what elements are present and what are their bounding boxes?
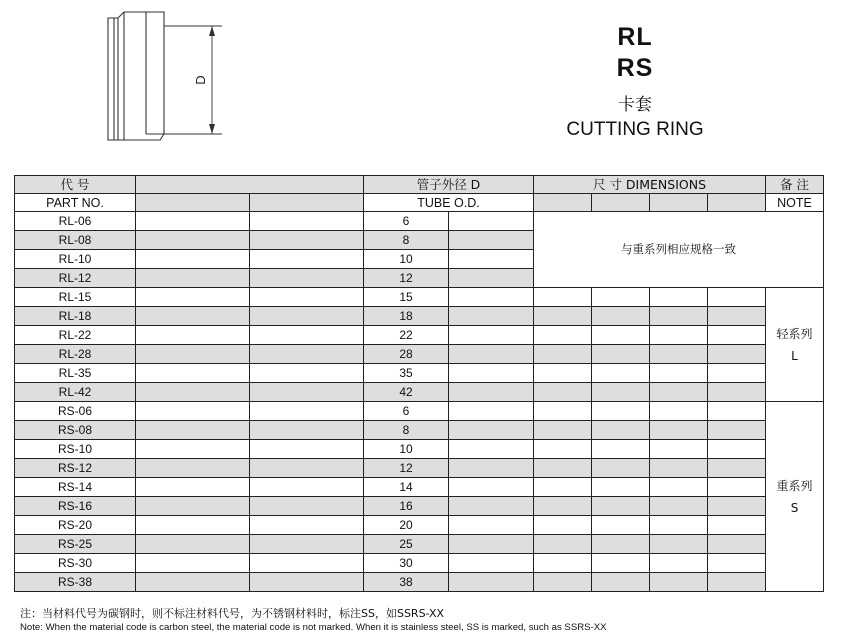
part-number-cell: RS-06 [15,402,136,421]
blank-cell [136,345,250,364]
header-od-cn: 管子外径 D [364,176,534,194]
tube-od-cell: 10 [364,250,449,269]
blank-cell [449,421,534,440]
header-dim-1 [534,194,592,212]
blank-cell [250,497,364,516]
table-row [15,535,824,554]
dimensions-merged-cell: 与重系列相应规格一致 [534,212,824,288]
table-row [15,573,824,592]
blank-cell [250,307,364,326]
tube-od-cell: 14 [364,478,449,497]
spec-table [14,175,824,592]
blank-cell [136,269,250,288]
tube-od-cell: 28 [364,345,449,364]
dimension-cell [534,554,592,573]
table-row [15,345,824,364]
blank-cell [250,573,364,592]
dimension-cell [592,459,650,478]
blank-cell [250,421,364,440]
table-row [15,478,824,497]
dimension-cell [650,345,708,364]
blank-cell [250,459,364,478]
blank-cell [250,383,364,402]
dimension-cell [708,288,766,307]
tube-od-cell: 20 [364,516,449,535]
tube-od-cell: 38 [364,573,449,592]
blank-cell [250,345,364,364]
blank-cell [449,497,534,516]
dimension-cell [534,326,592,345]
part-number-cell: RL-42 [15,383,136,402]
header-note-cn: 备 注 [766,176,824,194]
blank-cell [449,269,534,288]
dimension-cell [534,535,592,554]
dimension-cell [534,478,592,497]
dimension-cell [708,554,766,573]
part-number-cell: RL-18 [15,307,136,326]
blank-cell [136,364,250,383]
tube-od-cell: 15 [364,288,449,307]
blank-cell [136,250,250,269]
table-row [15,421,824,440]
dimension-cell [592,288,650,307]
blank-cell [449,288,534,307]
table-row [15,554,824,573]
blank-cell [250,516,364,535]
dimension-cell [592,307,650,326]
dimension-cell [534,307,592,326]
dimension-cell [592,326,650,345]
dimension-cell [534,497,592,516]
dimension-cell [650,440,708,459]
blank-cell [250,250,364,269]
blank-cell [449,345,534,364]
dimension-cell [592,345,650,364]
dimension-cell [650,535,708,554]
table-row [15,497,824,516]
dimension-label-d: D [193,75,208,85]
blank-cell [136,288,250,307]
header-dim-3 [650,194,708,212]
blank-cell [449,516,534,535]
blank-cell [136,459,250,478]
dimension-cell [650,516,708,535]
tube-od-cell: 16 [364,497,449,516]
tube-od-cell: 6 [364,212,449,231]
note-heavy-series [766,402,824,592]
header-blank-wide [136,176,364,194]
blank-cell [250,326,364,345]
dimension-cell [592,516,650,535]
tube-od-cell: 8 [364,421,449,440]
dimension-cell [708,459,766,478]
dimension-cell [650,307,708,326]
table-row [15,516,824,535]
table-row [15,402,824,421]
dimension-cell [534,421,592,440]
table-row [15,459,824,478]
header-note-en: NOTE [766,194,824,212]
footnote [20,607,607,635]
dimension-cell [534,383,592,402]
dimension-cell [534,288,592,307]
blank-cell [250,478,364,497]
dimension-cell [592,402,650,421]
dimension-cell [708,478,766,497]
tube-od-cell: 30 [364,554,449,573]
blank-cell [449,440,534,459]
blank-cell [449,383,534,402]
blank-cell [449,535,534,554]
blank-cell [250,535,364,554]
part-number-cell: RS-25 [15,535,136,554]
header-dim-2 [592,194,650,212]
blank-cell [136,440,250,459]
note-heavy-cn: 重系列 [776,478,813,493]
dimension-cell [592,497,650,516]
dimension-cell [592,573,650,592]
blank-cell [250,402,364,421]
dimension-cell [708,516,766,535]
blank-cell [250,440,364,459]
blank-cell [136,326,250,345]
part-number-cell: RS-08 [15,421,136,440]
dimension-cell [650,497,708,516]
header-od-en: TUBE O.D. [364,194,534,212]
blank-cell [449,573,534,592]
part-code-rs: RS [616,54,654,82]
note-heavy-code: S [790,500,799,515]
part-number-cell: RS-12 [15,459,136,478]
header-dimensions: 尺 寸 DIMENSIONS [534,176,766,194]
blank-cell [250,288,364,307]
dimension-cell [534,364,592,383]
dimension-cell [592,421,650,440]
tube-od-cell: 18 [364,307,449,326]
dimension-cell [708,440,766,459]
dimension-cell [650,554,708,573]
table-row [15,288,824,307]
blank-cell [449,250,534,269]
part-number-cell: RS-16 [15,497,136,516]
blank-cell [136,212,250,231]
dimension-cell [708,535,766,554]
tube-od-cell: 12 [364,459,449,478]
part-number-cell: RS-20 [15,516,136,535]
part-number-cell: RL-15 [15,288,136,307]
footnote-english: Note: When the material code is carbon steel, the material code is not marked. When it is stainless steel, SS is marked, such as SSRS-XX [20,622,607,633]
blank-cell [449,554,534,573]
dimension-cell [708,326,766,345]
dimension-cell [708,402,766,421]
tube-od-cell: 35 [364,364,449,383]
part-number-cell: RS-38 [15,573,136,592]
blank-cell [449,307,534,326]
table-row [15,307,824,326]
cutting-ring-drawing [96,6,226,148]
spec-table-body [15,212,824,592]
dimension-cell [708,383,766,402]
part-code-rl: RL [617,23,653,51]
header-blank-b [250,194,364,212]
part-number-cell: RL-35 [15,364,136,383]
dimension-cell [708,307,766,326]
part-number-cell: RS-10 [15,440,136,459]
dimension-cell [708,421,766,440]
table-row [15,326,824,345]
dimension-cell [650,383,708,402]
blank-cell [136,402,250,421]
tube-od-cell: 6 [364,402,449,421]
note-light-code: L [791,348,798,363]
blank-cell [136,478,250,497]
blank-cell [250,554,364,573]
blank-cell [449,478,534,497]
dimension-cell [650,459,708,478]
header-blank-a [136,194,250,212]
dimension-cell [650,364,708,383]
blank-cell [449,326,534,345]
blank-cell [250,269,364,288]
blank-cell [250,212,364,231]
dimension-cell [708,364,766,383]
blank-cell [449,231,534,250]
tube-od-cell: 22 [364,326,449,345]
blank-cell [136,554,250,573]
part-number-cell: RL-08 [15,231,136,250]
blank-cell [136,516,250,535]
part-number-cell: RL-22 [15,326,136,345]
header-dim-4 [708,194,766,212]
dimension-cell [592,535,650,554]
dimension-cell [708,497,766,516]
tube-od-cell: 12 [364,269,449,288]
header-part-cn: 代 号 [15,176,136,194]
note-light-cn: 轻系列 [776,326,813,341]
header-part-en: PART NO. [15,194,136,212]
title-chinese: 卡套 [618,95,652,115]
footnote-chinese: 注：当材料代号为碳钢时，则不标注材料代号，为不锈钢材料时，标注SS，如SSRS-XX [20,607,445,620]
dimension-cell [592,364,650,383]
blank-cell [449,212,534,231]
tube-od-cell: 8 [364,231,449,250]
blank-cell [449,402,534,421]
blank-cell [449,459,534,478]
blank-cell [136,421,250,440]
dimension-cell [708,573,766,592]
table-row [15,364,824,383]
dimension-cell [592,554,650,573]
part-number-cell: RL-28 [15,345,136,364]
tube-od-cell: 10 [364,440,449,459]
dimension-cell [708,345,766,364]
part-number-cell: RL-12 [15,269,136,288]
dimension-cell [650,573,708,592]
blank-cell [136,497,250,516]
dimension-cell [592,383,650,402]
table-row [15,212,824,231]
dimension-cell [650,402,708,421]
dimension-cell [534,573,592,592]
table-row [15,383,824,402]
blank-cell [136,307,250,326]
part-number-cell: RL-10 [15,250,136,269]
dimension-cell [592,440,650,459]
tube-od-cell: 25 [364,535,449,554]
dimension-cell [534,516,592,535]
note-light-series [766,288,824,402]
dimension-cell [650,478,708,497]
part-number-cell: RS-14 [15,478,136,497]
dimension-cell [534,440,592,459]
dimension-cell [650,288,708,307]
dimension-cell [650,326,708,345]
blank-cell [449,364,534,383]
blank-cell [136,535,250,554]
part-number-cell: RS-30 [15,554,136,573]
blank-cell [136,573,250,592]
table-row [15,440,824,459]
title-block [520,22,750,142]
dimension-cell [534,459,592,478]
dimension-cell [534,345,592,364]
tube-od-cell: 42 [364,383,449,402]
blank-cell [250,364,364,383]
dimension-cell [650,421,708,440]
dimension-cell [534,402,592,421]
blank-cell [136,231,250,250]
part-number-cell: RL-06 [15,212,136,231]
title-english: CUTTING RING [566,119,704,140]
blank-cell [136,383,250,402]
blank-cell [250,231,364,250]
dimension-cell [592,478,650,497]
